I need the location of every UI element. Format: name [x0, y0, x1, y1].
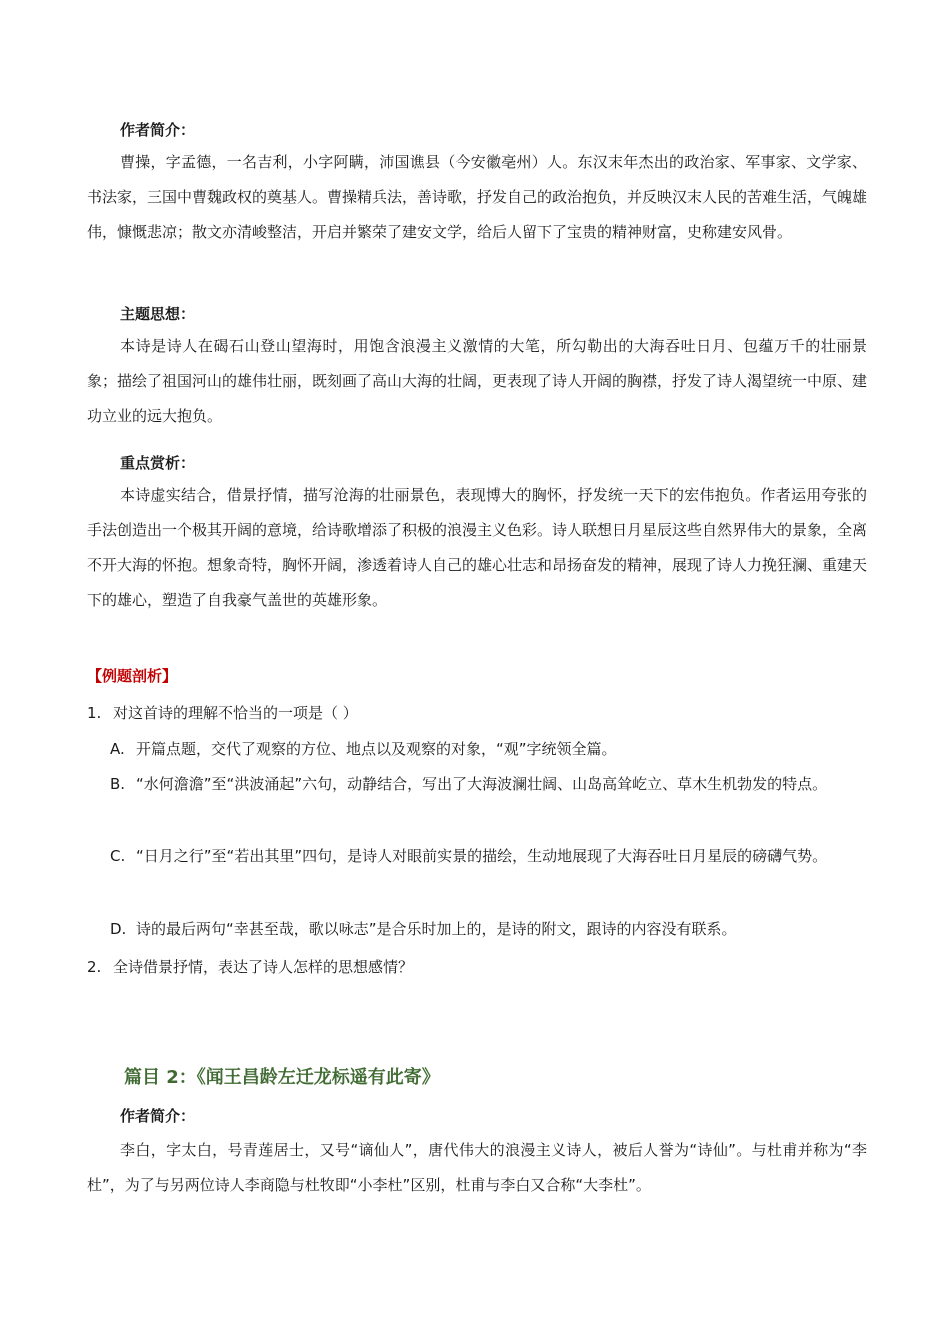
- analysis-text: 本诗虚实结合，借景抒情，描写沧海的壮丽景色，表现博大的胸怀，抒发统一天下的宏伟抱负。作者运用夸张的手法创造出一个极其开阔的意境，给诗歌增添了积极的浪漫主义色彩。诗人联想日月星辰这些自然界伟大的景象，全离不开大海的怀抱。想象奇特，胸怀开阔，渗透着诗人自己的雄心壮志和昂扬奋发的精神，展现了诗人力挽狂澜、重建天下的雄心，塑造了自我豪气盖世的英雄形象。: [87, 486, 868, 609]
- author-intro-heading: 作者简介：: [120, 121, 196, 139]
- option-d-text: 诗的最后两句“幸甚至哉，歌以咏志”是合乐时加上的，是诗的附文，跟诗的内容没有联系。: [136, 920, 737, 938]
- question-1-option-d: [110, 912, 870, 947]
- question-1-text: 对这首诗的理解不恰当的一项是（ ）: [113, 704, 358, 722]
- option-a-letter: A.: [110, 740, 125, 758]
- analysis-heading: 重点赏析：: [120, 454, 196, 472]
- question-2: [87, 957, 867, 977]
- option-a-text: 开篇点题，交代了观察的方位、地点以及观察的对象，“观”字统领全篇。: [136, 740, 617, 758]
- section-2-author-text: 李白，字太白，号青莲居士，又号“谪仙人”，唐代伟大的浪漫主义诗人，被后人誉为“诗仙”。与杜甫并称为“李杜”，为了与另两位诗人李商隐与杜牧即“小李杜”区别，杜甫与李白又合称“大李杜”。: [87, 1141, 867, 1194]
- question-1: [87, 703, 867, 723]
- author-intro-text: 曹操，字孟德，一名吉利，小字阿瞒，沛国谯县（今安徽亳州）人。东汉末年杰出的政治家、军事家、文学家、书法家，三国中曹魏政权的奠基人。曹操精兵法，善诗歌，抒发自己的政治抱负，并反映汉末人民的苦难生活，气魄雄伟，慷慨悲凉；散文亦清峻整洁，开启并繁荣了建安文学，给后人留下了宝贵的精神财富，史称建安风骨。: [87, 153, 868, 241]
- theme-text: 本诗是诗人在碣石山登山望海时，用饱含浪漫主义激情的大笔，所勾勒出的大海吞吐日月、包蕴万千的壮丽景象；描绘了祖国河山的雄伟壮丽，既刻画了高山大海的壮阔，更表现了诗人开阔的胸襟，抒发了诗人渴望统一中原、建功立业的远大抱负。: [87, 337, 868, 425]
- example-analysis-label: 【例题剖析】: [87, 667, 178, 685]
- section-2-author-heading: 作者简介：: [120, 1107, 196, 1125]
- question-2-text: 全诗借景抒情，表达了诗人怎样的思想感情？: [113, 958, 414, 976]
- question-2-number: 2.: [87, 958, 102, 976]
- section-2-title: 篇目 2：《闻王昌龄左迁龙标遥有此寄》: [124, 1067, 440, 1088]
- question-1-option-a: [110, 732, 870, 767]
- theme-heading: 主题思想：: [120, 305, 196, 323]
- option-c-letter: C.: [110, 847, 126, 865]
- question-1-number: 1.: [87, 704, 102, 722]
- option-b-letter: B.: [110, 775, 126, 793]
- option-c-text: “日月之行”至“若出其里”四句，是诗人对眼前实景的描绘，生动地展现了大海吞吐日月星辰的磅礴气势。: [136, 847, 828, 865]
- question-1-option-c: [110, 839, 870, 874]
- option-b-text: “水何澹澹”至“洪波涌起”六句，动静结合，写出了大海波澜壮阔、山岛高耸屹立、草木生机勃发的特点。: [136, 775, 828, 793]
- question-1-option-b: [110, 767, 870, 802]
- option-d-letter: D.: [110, 920, 127, 938]
